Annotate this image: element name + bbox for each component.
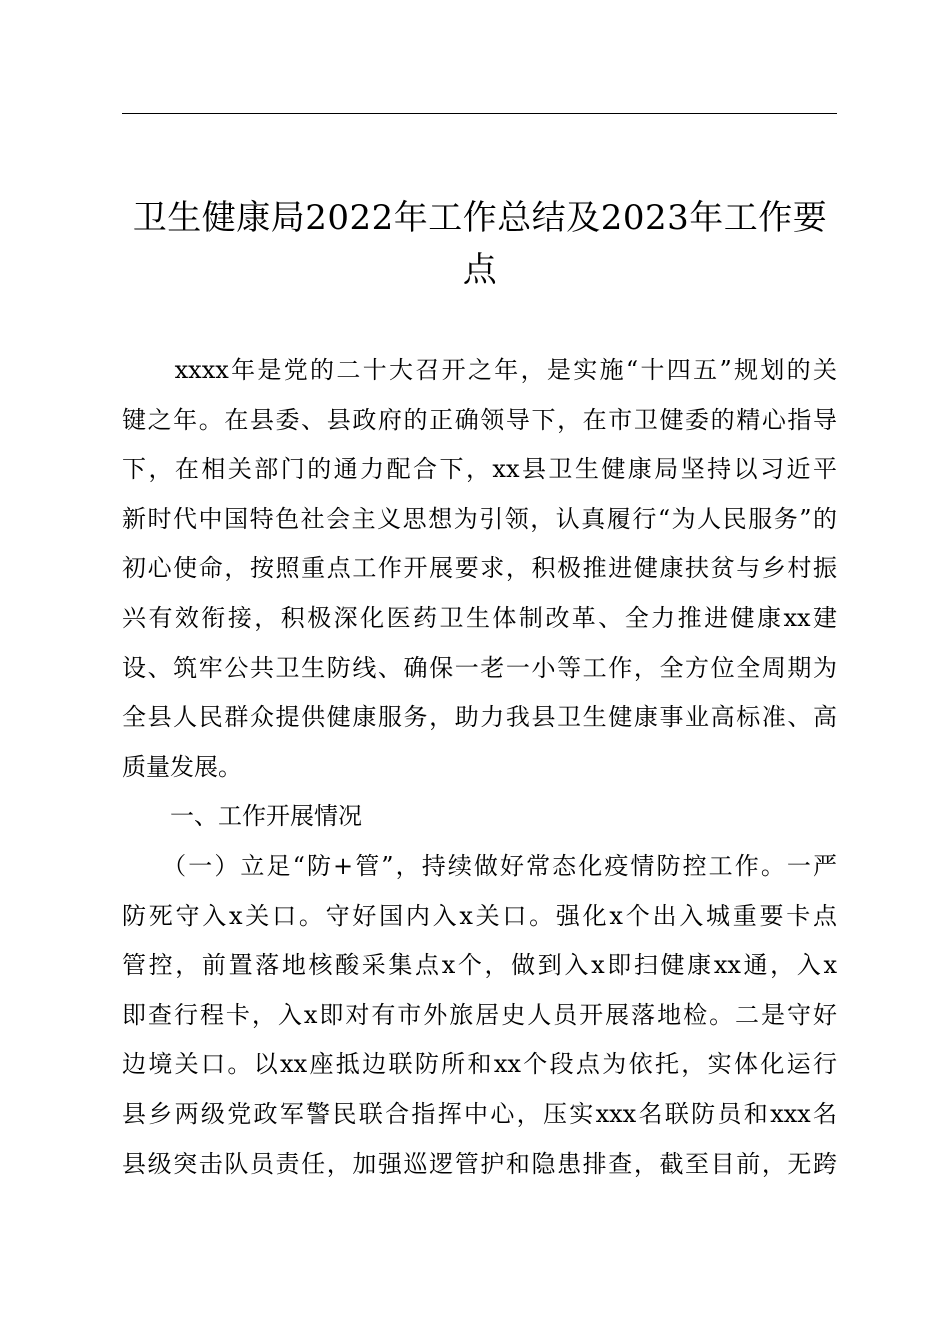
header-rule bbox=[122, 113, 837, 114]
body-line: 质量发展。 bbox=[122, 752, 242, 781]
body-line: 新时代中国特色社会主义思想为引领，认真履行“为人民服务”的 bbox=[122, 504, 837, 533]
body-line: 县乡两级党政军警民联合指挥中心，压实xxx名联防员和xxx名 bbox=[122, 1099, 837, 1128]
body-line: 初心使命，按照重点工作开展要求，积极推进健康扶贫与乡村振 bbox=[122, 554, 837, 583]
body-line: 下，在相关部门的通力配合下，xx县卫生健康局坚持以习近平 bbox=[122, 455, 837, 484]
body-line: 一、工作开展情况 bbox=[122, 802, 362, 831]
body-line: 县级突击队员责任，加强巡逻管护和隐患排查，截至目前，无跨 bbox=[122, 1149, 837, 1178]
body-line: 管控，前置落地核酸采集点x个，做到入x即扫健康xx通，入x bbox=[122, 951, 837, 980]
body-line: 即查行程卡，入x即对有市外旅居史人员开展落地检。二是守好 bbox=[122, 1000, 837, 1029]
body-line: 兴有效衔接，积极深化医药卫生体制改革、全力推进健康xx建 bbox=[122, 603, 837, 632]
body-line: 防死守入x关口。守好国内入x关口。强化x个出入城重要卡点 bbox=[122, 901, 837, 930]
body-line: 全县人民群众提供健康服务，助力我县卫生健康事业高标准、高 bbox=[122, 703, 837, 732]
body-line: xxxx年是党的二十大召开之年，是实施“十四五”规划的关 bbox=[122, 356, 837, 384]
document-body bbox=[122, 346, 837, 1189]
body-line: 边境关口。以xx座抵边联防所和xx个段点为依托，实体化运行 bbox=[122, 1050, 837, 1079]
title-line-2: 点 bbox=[462, 250, 498, 290]
title-line-1: 卫生健康局2022年工作总结及2023年工作要 bbox=[132, 198, 828, 238]
body-line: 设、筑牢公共卫生防线、确保一老一小等工作，全方位全周期为 bbox=[122, 653, 837, 682]
body-line: 键之年。在县委、县政府的正确领导下，在市卫健委的精心指导 bbox=[122, 405, 837, 434]
body-line: （一）立足“防+管”，持续做好常态化疫情防控工作。一严 bbox=[122, 851, 837, 880]
document-title bbox=[110, 192, 850, 296]
